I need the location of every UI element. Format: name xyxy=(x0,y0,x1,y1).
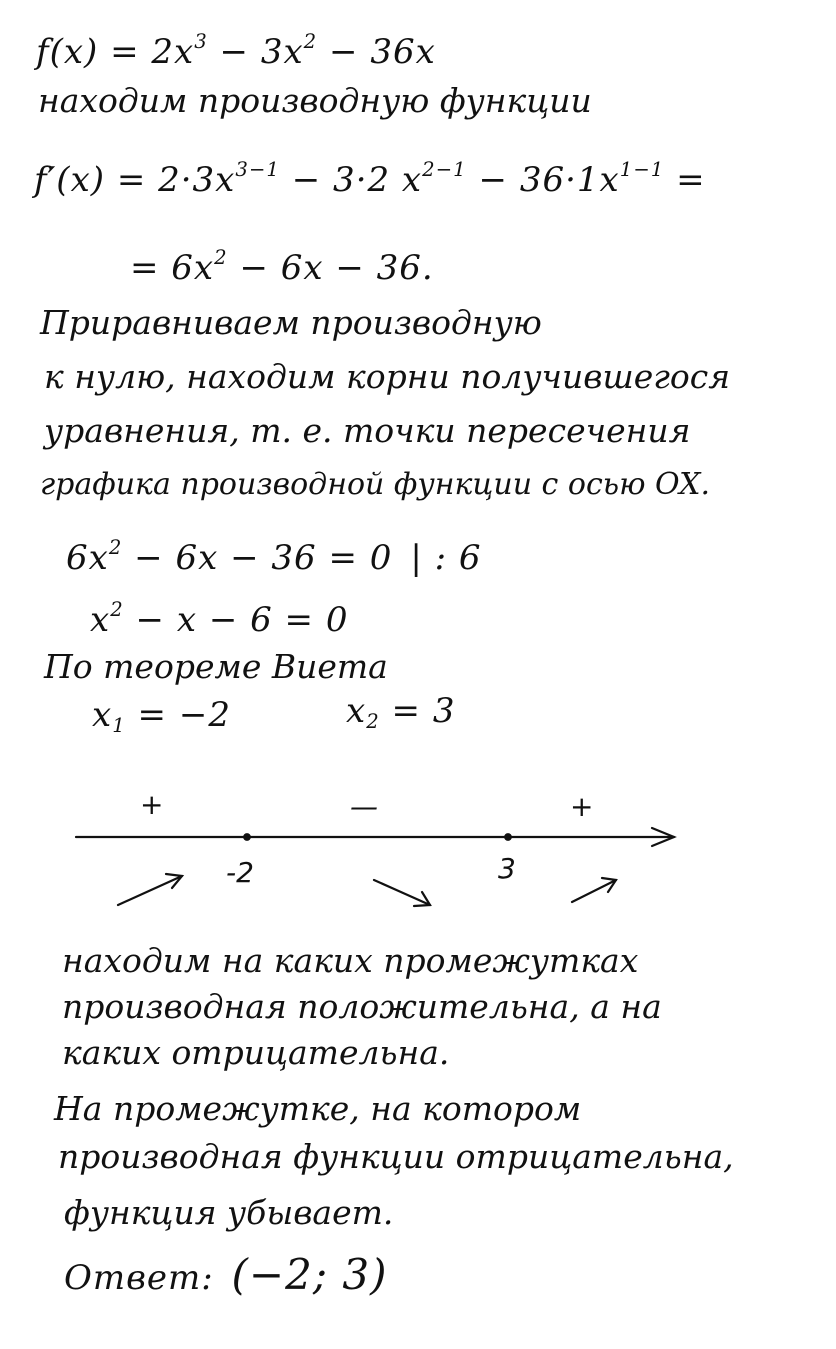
function-mid: − 3x xyxy=(207,31,304,72)
point-label-left: -2 xyxy=(226,856,254,889)
sign-middle: — xyxy=(350,790,378,823)
root-x1-value: = −2 xyxy=(125,695,231,735)
root-x2 xyxy=(346,691,456,733)
conclusion-line-4: На промежутке, на котором xyxy=(54,1089,582,1128)
equation-1-post: − 6x − 36 = 0 xyxy=(122,537,393,578)
derivative-simplified xyxy=(130,246,434,288)
number-line-svg xyxy=(0,780,836,920)
derivative-lhs: f′(x) = 2·3x xyxy=(34,159,236,200)
derivative-exponent-1: 3−1 xyxy=(235,158,280,181)
function-exponent-2: 2 xyxy=(303,30,318,53)
root-x1-sub: 1 xyxy=(112,713,126,737)
root-x2-sub: 2 xyxy=(366,709,380,733)
equation-2 xyxy=(90,598,349,640)
sign-number-line xyxy=(0,780,836,920)
derivative-part-2: − 3·2 x xyxy=(279,159,423,200)
conclusion-line-3: каких отрицательна. xyxy=(62,1033,450,1072)
equation-2-post: − x − 6 = 0 xyxy=(123,599,349,640)
sign-left: + xyxy=(140,788,164,821)
derivative-expansion xyxy=(34,158,706,200)
root-x2-var: x xyxy=(346,691,367,731)
conclusion-line-5: производная функции отрицательна, xyxy=(58,1137,734,1176)
equation-1-exponent: 2 xyxy=(108,536,123,559)
function-lhs: f(x) = 2x xyxy=(36,31,195,72)
conclusion-line-2: производная положительна, а на xyxy=(62,987,662,1026)
step-find-derivative: находим производную функции xyxy=(38,81,592,120)
derivative-simplified-exponent: 2 xyxy=(214,246,228,269)
equation-2-exponent: 2 xyxy=(110,598,124,621)
explanation-line-2: к нулю, находим корни получившегося xyxy=(44,357,731,396)
answer-label: Ответ: xyxy=(64,1258,214,1298)
vieta-label: По теореме Виета xyxy=(44,647,388,686)
equation-1 xyxy=(66,536,482,578)
sign-right: + xyxy=(570,790,594,823)
trend-arrow-decreasing-middle xyxy=(374,880,430,906)
root-x1-var: x xyxy=(92,695,113,735)
root-x2-value: = 3 xyxy=(379,691,456,731)
equation-1-divisor: | : 6 xyxy=(410,537,482,578)
explanation-line-3: уравнения, т. е. точки пересечения xyxy=(44,411,691,450)
trend-arrow-increasing-right xyxy=(572,878,616,902)
explanation-line-4: графика производной функции с осью OX. xyxy=(40,467,710,502)
point-marker-left xyxy=(244,834,250,840)
explanation-line-1: Приравниваем производную xyxy=(40,303,542,342)
root-x1 xyxy=(92,695,231,737)
answer-value: (−2; 3) xyxy=(231,1250,388,1299)
conclusion-line-6: функция убывает. xyxy=(64,1193,394,1232)
function-rhs: − 36x xyxy=(317,31,436,72)
conclusion-line-1: находим на каких промежутках xyxy=(62,941,639,980)
answer xyxy=(64,1250,388,1299)
derivative-exponent-2: 2−1 xyxy=(422,158,467,181)
point-label-right: 3 xyxy=(498,852,516,885)
derivative-exponent-3: 1−1 xyxy=(619,158,665,181)
derivative-simplified-post: − 6x − 36. xyxy=(227,247,434,288)
equation-2-pre: x xyxy=(90,599,111,640)
derivative-part-3: − 36·1x xyxy=(466,159,620,200)
point-marker-right xyxy=(505,834,511,840)
trend-arrow-increasing-left xyxy=(118,874,182,905)
derivative-simplified-pre: = 6x xyxy=(130,247,215,288)
function-exponent-1: 3 xyxy=(194,30,208,53)
function-definition xyxy=(36,30,436,72)
equation-1-pre: 6x xyxy=(66,537,109,578)
derivative-tail: = xyxy=(664,159,706,200)
